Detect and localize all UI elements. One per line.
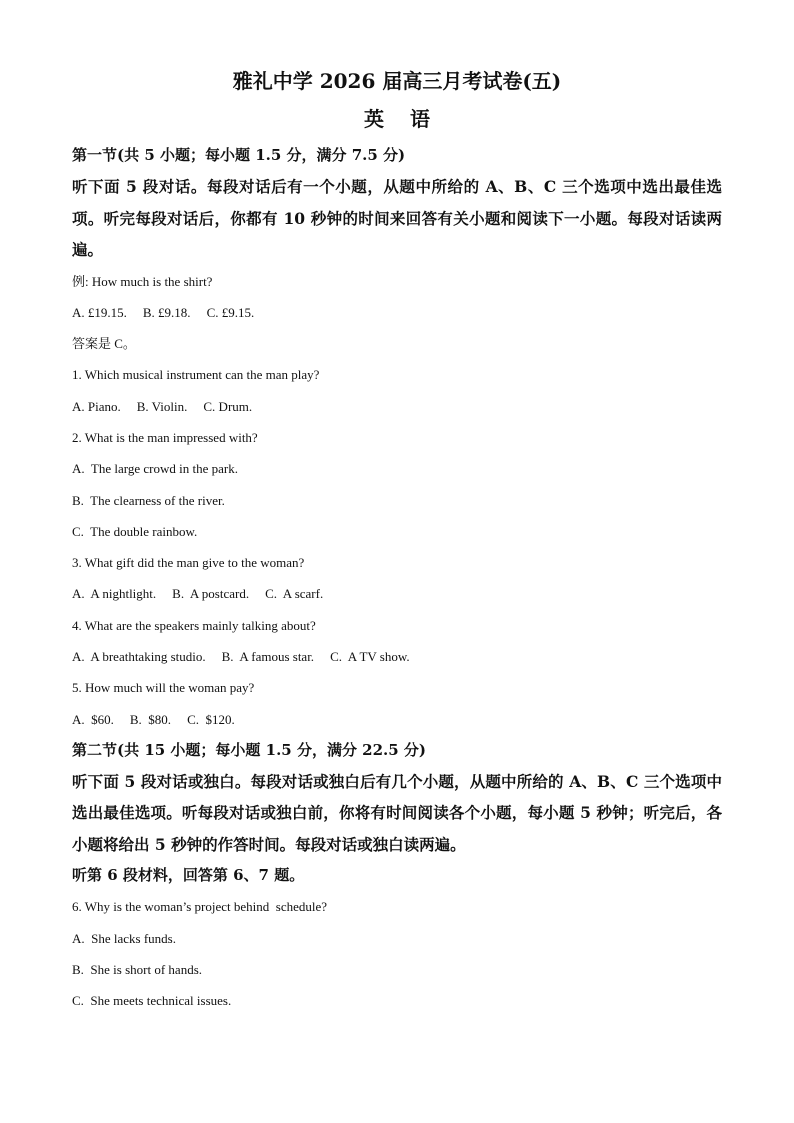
option-c: C. $120. [187, 711, 235, 727]
part1-instruction: 听下面 5 段对话。每段对话后有一个小题，从题中所给的 A、B、C 三个选项中选出最佳选项。听完每段对话后，你都有 10 秒钟的时间来回答有关小题和阅读下一小题。每段对话读两遍。 [72, 177, 722, 259]
option-a: A. A nightlight. [72, 586, 157, 602]
question-3-options [72, 578, 722, 609]
question-1-options [72, 391, 722, 422]
option-a: A. £19.15. [72, 304, 127, 320]
option-b: B. £9.18. [142, 304, 191, 320]
question-6: 6. Why is the woman’s project behind schedule? [72, 899, 328, 915]
question-5-options [72, 704, 722, 735]
option-b: B. Violin. [136, 398, 188, 414]
question-4-options [72, 641, 722, 672]
subject-title: 英语 [364, 107, 456, 131]
question-5: 5. How much will the woman pay? [72, 680, 255, 696]
option-c: C. Drum. [203, 398, 253, 414]
option-a: A. Piano. [72, 398, 121, 414]
question-4: 4. What are the speakers mainly talking about? [72, 617, 316, 633]
question-1: 1. Which musical instrument can the man play? [72, 367, 320, 383]
question-2: 2. What is the man impressed with? [72, 429, 258, 445]
option-c: C. A scarf. [265, 586, 324, 602]
question-2-option-a: A. The large crowd in the park. [72, 461, 238, 477]
option-a: A. A breathtaking studio. [72, 649, 206, 665]
question-2-option-b: B. The clearness of the river. [72, 492, 225, 508]
option-b: B. A postcard. [172, 586, 250, 602]
part2-instruction: 听下面 5 段对话或独白。每段对话或独白后有几个小题，从题中所给的 A、B、C 三个选项中选出最佳选项。听每段对话或独白前，你将有时间阅读各个小题，每小题 5 秒钟；听完后，各小题将给出 5 秒钟的作答时间。每段对话或独白读两遍。 [72, 771, 722, 854]
question-2-option-c: C. The double rainbow. [72, 523, 198, 539]
example-question: 例: How much is the shirt? [72, 273, 213, 289]
part1-heading: 第一节(共 5 小题；每小题 1.5 分，满分 7.5 分) [72, 146, 406, 164]
option-c: C. A TV show. [330, 649, 410, 665]
question-6-option-a: A. She lacks funds. [72, 930, 176, 946]
example-answer: 答案是 C。 [72, 336, 136, 352]
exam-title: 雅礼中学 2026 届高三月考试卷(五) [232, 69, 562, 93]
part2-material: 听第 6 段材料，回答第 6、7 题。 [72, 866, 305, 885]
option-b: B. $80. [129, 711, 172, 727]
option-b: B. A famous star. [221, 649, 315, 665]
question-3: 3. What gift did the man give to the woman? [72, 555, 305, 571]
example-options [72, 297, 722, 328]
question-6-option-b: B. She is short of hands. [72, 962, 202, 978]
option-a: A. $60. [72, 711, 114, 727]
exam-page [72, 66, 722, 1017]
question-6-option-c: C. She meets technical issues. [72, 993, 232, 1009]
part2-heading: 第二节(共 15 小题；每小题 1.5 分，满分 22.5 分) [72, 740, 427, 759]
option-c: C. £9.15. [206, 304, 255, 320]
